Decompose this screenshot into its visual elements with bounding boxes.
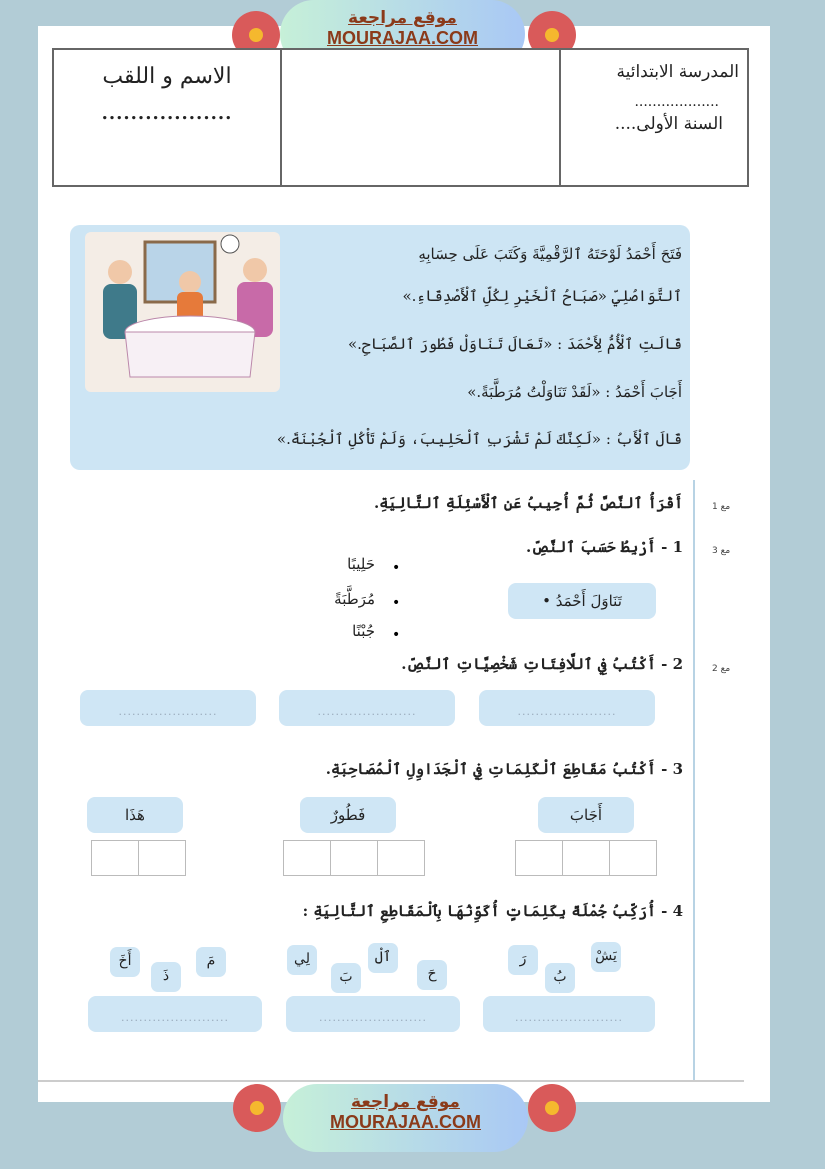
margin-line — [693, 480, 695, 1080]
syllable-chip: ذَ — [151, 962, 181, 992]
syllable-chip: رَ — [508, 945, 538, 975]
sentence-field[interactable]: ........................ — [88, 996, 262, 1032]
instruction-text: أَقْرَأُ ٱلنَّصَّ ثُمَّ أُجِيبُ عَنِ ٱلْأَسْئِلَةِ ٱلتَّالِيَةِ. — [373, 494, 683, 512]
syllable-chip: مَ — [196, 947, 226, 977]
passage-line: قَالَتِ ٱلْأُمُّ لِأَحْمَدَ : «تَعَالَ تَنَاوَلْ فَطُورَ ٱلصَّبَاحِ.» — [347, 335, 682, 353]
watermark-banner-bottom[interactable] — [283, 1084, 528, 1152]
family-breakfast-illustration — [85, 232, 280, 392]
sentence-field[interactable]: ........................ — [286, 996, 460, 1032]
word-chip: أَجَابَ — [538, 797, 634, 833]
watermark-arabic: موقع مراجعة — [348, 8, 457, 28]
middle-cell — [280, 50, 559, 185]
option-milk: حَلِيبًا — [347, 555, 375, 573]
school-cell — [559, 50, 747, 185]
criterion-label: مع 3 — [712, 546, 731, 556]
syllable-chip: بُ — [545, 963, 575, 993]
logo-icon — [249, 28, 263, 42]
connect-dot[interactable]: • — [392, 560, 401, 576]
header-table — [52, 48, 749, 187]
name-cell — [54, 50, 280, 185]
syllable-chip: بَ — [331, 963, 361, 993]
logo-icon — [250, 1101, 264, 1115]
option-cheese: جُبْنًا — [352, 622, 375, 640]
question-3-title: 3 - أَكْتُبُ مَقَاطِعَ ٱلْكَلِمَاتِ فِي ٱلْجَدَاوِلِ ٱلْمُصَاحِبَةِ. — [325, 760, 683, 778]
syllable-chip: أَخَ — [110, 947, 140, 977]
logo-badge-right — [528, 1084, 576, 1132]
grade-label: السنة الأولى.... — [614, 114, 723, 134]
name-field[interactable]: .................. — [101, 103, 233, 124]
passage-line: قَالَ ٱلْأَبُ : «لَكِنَّكَ لَمْ تَشْرَبِ ٱلْحَلِيبَ، وَلَمْ تَأْكُلِ ٱلْجُبْنَةَ.» — [276, 430, 682, 448]
connect-dot[interactable]: • — [392, 627, 401, 643]
passage-line: ٱلتَّوَاصُلِيِّ «صَبَاحُ ٱلْخَيْرِ لِكُلِّ ٱلْأَصْدِقَاءِ.» — [402, 287, 682, 305]
logo-icon — [545, 28, 559, 42]
character-field[interactable]: ...................... — [80, 690, 256, 726]
question-1-title: 1 - أَرْبِطُ حَسَبَ ٱلنَّصِّ. — [525, 538, 683, 556]
syllable-chip: حَ — [417, 960, 447, 990]
passage-line: فَتَحَ أَحْمَدُ لَوْحَتَهُ ٱلرَّقْمِيَّةَ وَكَتَبَ عَلَى حِسَابِهِ — [418, 245, 682, 263]
footer-divider — [38, 1080, 744, 1082]
passage-line: أَجَابَ أَحْمَدُ : «لَقَدْ تَنَاوَلْتُ مُرَطَّبَةً.» — [467, 383, 682, 401]
syllable-chip: لِي — [287, 945, 317, 975]
syllable-chip: يَشْ — [591, 942, 621, 972]
watermark-arabic: موقع مراجعة — [351, 1092, 460, 1112]
name-label: الاسم و اللقب — [102, 64, 232, 89]
syllable-table[interactable] — [283, 840, 425, 876]
criterion-label: مع 2 — [712, 664, 731, 674]
word-chip: هَذَا — [87, 797, 183, 833]
worksheet-page — [38, 26, 770, 1102]
connect-dot[interactable]: • — [392, 595, 401, 611]
watermark-url: MOURAJAA.COM — [330, 1112, 481, 1132]
sentence-field[interactable]: ........................ — [483, 996, 655, 1032]
ahmad-ate-chip[interactable]: تَنَاوَلَ أَحْمَدُ • — [508, 583, 656, 619]
question-2-title: 2 - أَكْتُبُ فِي ٱللَّافِتَاتِ شَخْصِيَّاتِ ٱلنَّصِّ. — [401, 655, 683, 673]
word-chip: فَطُورٌ — [300, 797, 396, 833]
option-drink: مُرَطَّبَةً — [334, 590, 375, 608]
school-field[interactable]: ................... — [634, 94, 719, 110]
question-4-title: 4 - أُرَكِّبُ جُمْلَةً بِكَلِمَاتٍ أُكَوِّنُهَا بِٱلْمَقَاطِعِ ٱلتَّالِيَةِ : — [302, 902, 683, 920]
syllable-table[interactable] — [515, 840, 657, 876]
criterion-label: مع 1 — [712, 502, 731, 512]
logo-icon — [545, 1101, 559, 1115]
logo-badge-left — [233, 1084, 281, 1132]
character-field[interactable]: ...................... — [479, 690, 655, 726]
school-label: المدرسة الابتدائية — [616, 62, 739, 82]
syllable-chip: ٱلْ — [368, 943, 398, 973]
syllable-table[interactable] — [91, 840, 186, 876]
watermark-url: MOURAJAA.COM — [327, 28, 478, 48]
character-field[interactable]: ...................... — [279, 690, 455, 726]
